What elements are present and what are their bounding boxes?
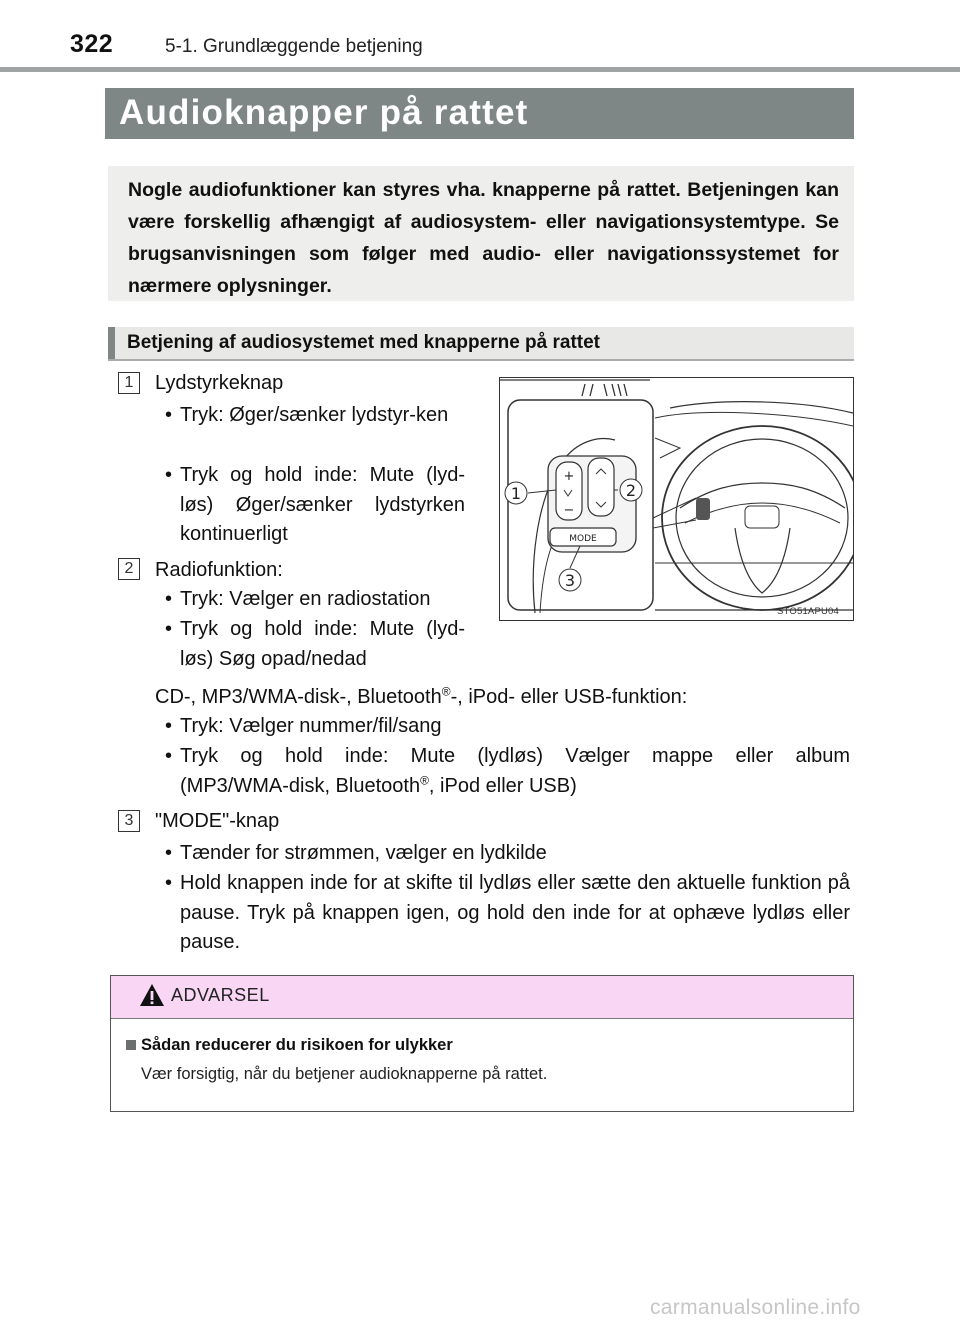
item-title-1: Lydstyrkeknap <box>155 372 284 394</box>
subheading-text: Betjening af audiosystemet med knapperne på rattet <box>127 332 601 353</box>
item-title-2: Radiofunktion: <box>155 559 283 581</box>
bullet-1-1: • Tryk: Øger/sænker lydstyr-ken <box>180 401 465 431</box>
cd-line2-after: , iPod eller USB) <box>428 775 577 797</box>
svg-text:−: − <box>563 503 575 518</box>
bullet-3-2: • Hold knappen inde for at skifte til lydløs eller sætte den aktuelle funktion på pause. Tryk på knappen igen, og hold den inde for at ophæve lydløs eller pause. <box>180 869 850 958</box>
warning-box <box>110 975 854 1112</box>
intro-box <box>108 166 854 301</box>
item-number-1: 1 <box>118 372 140 394</box>
figure-callout-3-label: 3 <box>564 571 576 590</box>
page-title: Audioknapper på rattet <box>119 93 529 132</box>
item-title-3: "MODE"-knap <box>155 810 280 832</box>
bullet-2-1: • Tryk: Vælger en radiostation <box>180 585 475 615</box>
intro-text: Nogle audiofunktioner kan styres vha. knapperne på rattet. Betjeningen kan være forskellig afhængigt af audiosystem- eller navigationsystemtype. Se brugsanvisningen som følger med audio- eller navigationssystemet for nærmere oplysninger. <box>128 179 839 297</box>
warning-body: Vær forsigtig, når du betjener audioknapperne på rattet. <box>141 1065 548 1083</box>
cd-line2-before: (MP3/WMA-disk, Bluetooth <box>180 775 421 797</box>
cd-title-before: CD-, MP3/WMA-disk-, Bluetooth <box>155 686 442 708</box>
cd-function-title <box>155 683 855 713</box>
svg-text:+: + <box>563 469 575 484</box>
warning-triangle-icon <box>139 982 165 1008</box>
steering-wheel-figure <box>499 377 854 621</box>
section-label: 5-1. Grundlæggende betjening <box>165 36 423 57</box>
warning-title: Sådan reducerer du risikoen for ulykker <box>141 1036 453 1054</box>
page-number: 322 <box>70 30 114 58</box>
figure-callout-1-label: 1 <box>510 484 522 503</box>
bullet-cd-2-cont <box>180 772 850 802</box>
warning-header <box>111 976 853 1019</box>
watermark: carmanualsonline.info <box>650 1296 861 1319</box>
bullet-2-2: • Tryk og hold inde: Mute (lyd-løs) Søg opad/nedad <box>180 615 465 674</box>
warning-bullet-square <box>126 1040 136 1050</box>
subheading-accent <box>108 327 115 359</box>
bullet-cd-1: • Tryk: Vælger nummer/fil/sang <box>180 712 850 742</box>
bullet-cd-2: • Tryk og hold inde: Mute (lydløs) Vælger mappe eller album <box>180 742 850 772</box>
figure-code: STO51APU04 <box>777 606 840 617</box>
bullet-1-2: • Tryk og hold inde: Mute (lyd-løs) Øger/sænker lydstyrken kontinuerligt <box>180 461 465 550</box>
steering-wheel-illustration <box>500 378 853 620</box>
cd-title-after: -, iPod- eller USB-funktion: <box>450 686 688 708</box>
item-number-2: 2 <box>118 558 140 580</box>
title-bar <box>105 88 854 139</box>
bullet-3-1: • Tænder for strømmen, vælger en lydkilde <box>180 839 850 869</box>
figure-mode-label: MODE <box>569 534 597 544</box>
warning-label: ADVARSEL <box>171 985 270 1005</box>
figure-callout-2-label: 2 <box>625 481 637 500</box>
registered-mark: ® <box>441 684 451 699</box>
item-number-3: 3 <box>118 810 140 832</box>
header-rule <box>0 67 960 72</box>
subheading-bar <box>108 327 854 361</box>
registered-mark: ® <box>420 773 429 788</box>
